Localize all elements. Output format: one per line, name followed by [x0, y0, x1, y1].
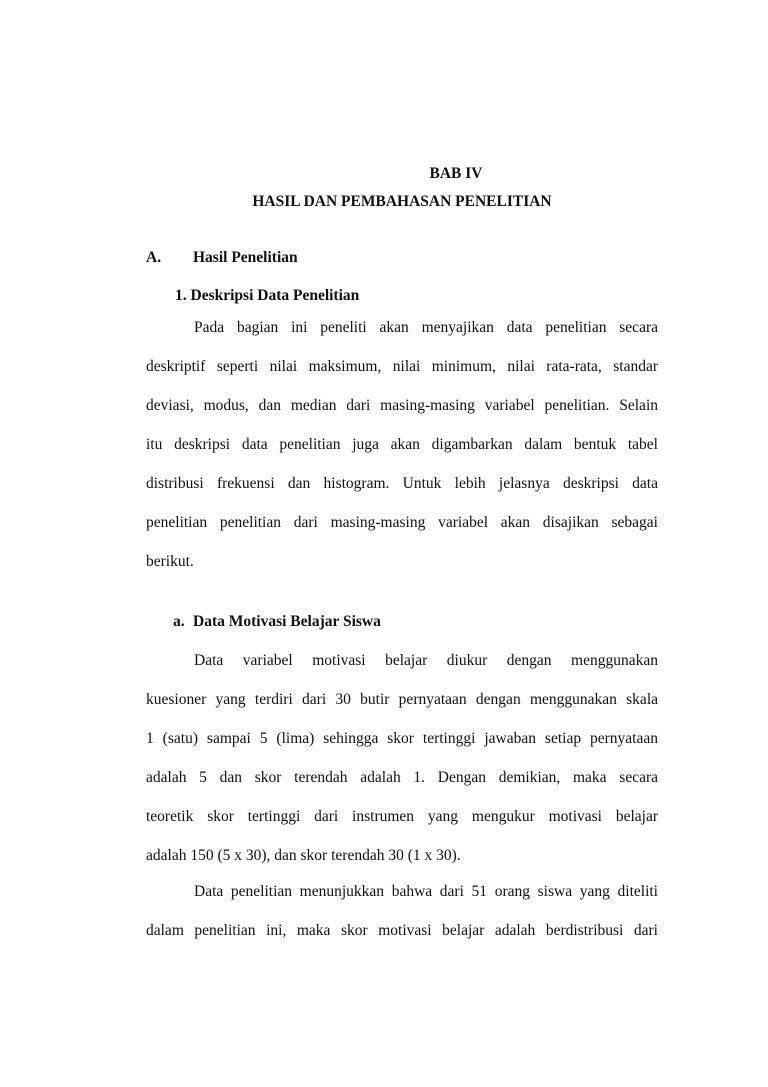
subsection-1-title: 1. Deskripsi Data Penelitian [175, 287, 360, 304]
paragraph-line: Data penelitian menunjukkan bahwa dari 51 orang siswa yang diteliti [194, 883, 658, 900]
paragraph-line: teoretik skor tertinggi dari instrumen yang mengukur motivasi belajar [146, 808, 658, 825]
paragraph-line: Pada bagian ini peneliti akan menyajikan data penelitian secara [194, 319, 658, 336]
paragraph-line: berikut. [146, 553, 194, 570]
subsection-a-heading [173, 612, 381, 632]
paragraph-2 [146, 651, 658, 866]
section-a-marker: A. [146, 249, 162, 266]
paragraph-line: distribusi frekuensi dan histogram. Untuk lebih jelasnya deskripsi data [146, 475, 658, 492]
subsection-a-title: Data Motivasi Belajar Siswa [193, 613, 381, 630]
paragraph-line: adalah 5 dan skor terendah adalah 1. Dengan demikian, maka secara [146, 769, 658, 786]
section-a-title: Hasil Penelitian [193, 249, 298, 266]
paragraph-3 [146, 882, 658, 941]
paragraph-line: deviasi, modus, dan median dari masing-masing variabel penelitian. Selain [146, 397, 658, 414]
paragraph-line: penelitian penelitian dari masing-masing variabel akan disajikan sebagai [146, 514, 658, 531]
paragraph-line: itu deskripsi data penelitian juga akan digambarkan dalam bentuk tabel [146, 436, 658, 453]
paragraph-line: Data variabel motivasi belajar diukur dengan menggunakan [194, 652, 658, 669]
paragraph-line: adalah 150 (5 x 30), dan skor terendah 30 (1 x 30). [146, 847, 461, 864]
subsection-a-marker: a. [173, 613, 185, 630]
paragraph-line: kuesioner yang terdiri dari 30 butir pernyataan dengan menggunakan skala [146, 691, 658, 708]
paragraph-line: 1 (satu) sampai 5 (lima) sehingga skor tertinggi jawaban setiap pernyataan [146, 730, 658, 747]
paragraph-line: deskriptif seperti nilai maksimum, nilai minimum, nilai rata-rata, standar [146, 358, 658, 375]
paragraph-1 [146, 318, 658, 572]
paragraph-line: dalam penelitian ini, maka skor motivasi belajar adalah berdistribusi dari [146, 922, 658, 939]
chapter-number: BAB IV [429, 165, 483, 182]
chapter-title: HASIL DAN PEMBAHASAN PENELITIAN [252, 193, 552, 210]
